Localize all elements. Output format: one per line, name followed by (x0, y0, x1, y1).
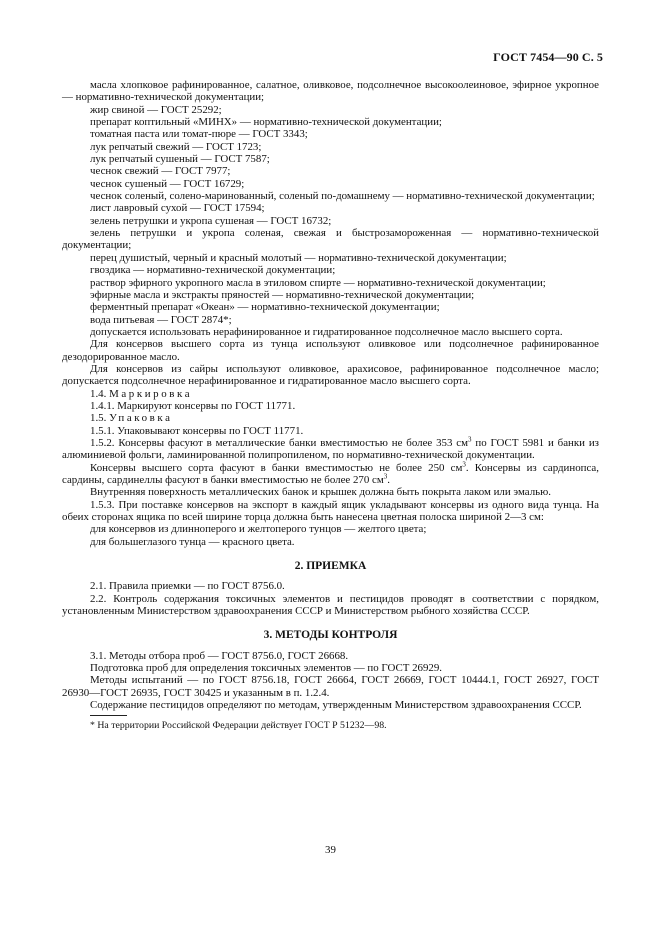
page-header: ГОСТ 7454—90 С. 5 (493, 50, 603, 64)
document-body (62, 79, 599, 732)
ingredient-item: чеснок свежий — ГОСТ 7977; (90, 165, 231, 178)
ingredient-item: жир свиной — ГОСТ 25292; (90, 103, 222, 116)
ingredient-item: перец душистый, черный и красный молотый — нормативно-технической документации; (90, 251, 507, 264)
ingredient-item: эфирные масла и экстракты пряностей — нормативно-технической документации; (90, 288, 475, 301)
ingredient-item: вода питьевая — ГОСТ 2874*; (90, 313, 232, 326)
ingredient-item: гвоздика — нормативно-технической документации; (90, 264, 336, 277)
section-2-title: 2. ПРИЕМКА (294, 560, 367, 573)
page-number: 39 (325, 844, 336, 856)
section-1-5-number: 1.5. (90, 412, 107, 425)
section-1-5-title: Упаковка (109, 412, 173, 425)
clause-2-1: 2.1. Правила приемки — по ГОСТ 8756.0. (90, 580, 285, 593)
tuna-oil-paragraph: Для консервов высшего сорта из тунца используют оливковое или подсолнечное рафинированное дезодорированное масло. (62, 338, 599, 363)
clause-1-5-1: 1.5.1. Упаковывают консервы по ГОСТ 11771. (90, 424, 304, 437)
premium-grade-paragraph: Консервы высшего сорта фасуют в банки вместимостью не более 250 $см^3$. Консервы из сардинопса, сардины, сардинеллы фасуют в банки вместимостью не более 270 $см^3$. (62, 460, 599, 486)
section-1-4-number: 1.4. (90, 387, 107, 400)
ingredient-list (62, 104, 599, 339)
ingredient-item: допускается использовать нерафинированное и гидратированное подсолнечное масло высшего сорта. (90, 325, 563, 338)
stripe-yellow-item: для консервов из длинноперого и желтоперого тунцов — желтого цвета; (90, 523, 427, 536)
section-1-4-heading (62, 388, 599, 400)
clause-2-2: 2.2. Контроль содержания токсичных элементов и пестицидов проводят в соответствии с порядком, установленным Министерством здравоохранения СССР и Министерством рыбного хозяйства СССР. (62, 592, 599, 618)
ingredient-item: чеснок соленый, солено-маринованный, соленый по-домашнему — нормативно-технической документации; (90, 190, 595, 203)
ingredient-item: лук репчатый свежий — ГОСТ 1723; (90, 140, 262, 153)
superscript-3: 3 (383, 472, 388, 481)
clause-3-1: 3.1. Методы отбора проб — ГОСТ 8756.0, ГОСТ 26668. (90, 649, 349, 662)
clause-1-4-1: 1.4.1. Маркируют консервы по ГОСТ 11771. (90, 399, 296, 412)
ingredient-item: томатная паста или томат-пюре — ГОСТ 3343; (90, 128, 308, 141)
superscript-3: 3 (462, 460, 466, 469)
ingredient-item: раствор эфирного укропного масла в этиловом спирте — нормативно-технической документации; (90, 276, 546, 289)
sample-prep-paragraph: Подготовка проб для определения токсичных элементов — по ГОСТ 26929. (90, 662, 443, 675)
ingredient-item: лист лавровый сухой — ГОСТ 17594; (90, 202, 265, 215)
inner-surface-paragraph: Внутренняя поверхность металлических банок и крышек должна быть покрыта лаком или эмалью. (90, 486, 551, 499)
ingredient-item: зелень петрушки и укропа соленая, свежая и быстрозамороженная — нормативно-технической документации; (62, 227, 599, 252)
clause-1-5-2: 1.5.2. Консервы фасуют в металлические банки вместимостью не более 353 $см^3$ по ГОСТ 5981 и банки из алюминиевой фольги, ламинированной полипропиленом, по нормативно-технической документации. (62, 435, 599, 462)
ingredient-item: чеснок сушеный — ГОСТ 16729; (90, 177, 245, 190)
footnote: * На территории Российской Федерации действует ГОСТ Р 51232—98. (90, 719, 387, 731)
clause-1-5-3: 1.5.3. При поставке консервов на экспорт в каждый ящик укладывают консервы из одного вида тунца. На обеих сторонах ящика по всей ширине торца должна быть нанесена цветная полоска шириной 2—3 см: (62, 498, 599, 524)
stripe-red-item: для большеглазого тунца — красного цвета. (90, 535, 295, 548)
superscript-3: 3 (468, 435, 472, 444)
ingredient-item: ферментный препарат «Океан» — нормативно-технической документации; (90, 301, 440, 314)
pesticides-paragraph: Содержание пестицидов определяют по методам, утвержденным Министерством здравоохранения СССР. (90, 699, 582, 712)
section-3-title: 3. МЕТОДЫ КОНТРОЛЯ (263, 629, 398, 642)
ingredient-item: лук репчатый сушеный — ГОСТ 7587; (90, 153, 270, 166)
intro-paragraph: масла хлопковое рафинированное, салатное, оливковое, подсолнечное высокоолеиновое, эфирное укропное — нормативно-технической документации; (62, 79, 599, 104)
ingredient-item: препарат коптильный «МИНХ» — нормативно-технической документации; (90, 116, 442, 129)
test-methods-paragraph: Методы испытаний — по ГОСТ 8756.18, ГОСТ 26664, ГОСТ 26669, ГОСТ 10444.1, ГОСТ 26927, ГОСТ 26930—ГОСТ 26935, ГОСТ 30425 и указанным в п. 1.2.4. (62, 674, 599, 699)
ingredient-item: зелень петрушки и укропа сушеная — ГОСТ 16732; (90, 214, 332, 227)
footnote-divider (90, 715, 127, 716)
section-1-4-title: Маркировка (109, 387, 193, 400)
saury-oil-paragraph: Для консервов из сайры используют оливковое, арахисовое, рафинированное подсолнечное масло; допускается подсолнечное нерафинированное и гидратированное масло высшего сорта. (62, 362, 599, 388)
section-1-5-heading (62, 412, 599, 424)
